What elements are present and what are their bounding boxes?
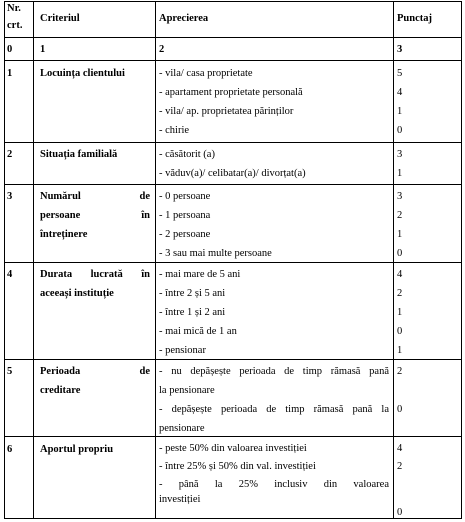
- index-cell: 3: [397, 44, 403, 55]
- option-text: [159, 265, 240, 360]
- option-line: - pensionar: [159, 345, 206, 356]
- column-divider: [393, 1, 394, 519]
- criterion-label: [40, 362, 150, 400]
- option-line: - vila/ ap. proprietatea părinților: [159, 106, 294, 117]
- option-line: - între 1 și 2 ani: [159, 307, 226, 318]
- option-line: - 2 persoane: [159, 229, 211, 240]
- option-line: - 1 persoana: [159, 210, 211, 221]
- header-criteriu: Criteriul: [40, 13, 80, 24]
- option-line: - văduv(a)/ celibatar(a)/ divorțat(a): [159, 168, 306, 179]
- score-line: 0: [397, 125, 403, 136]
- option-line: - peste 50% din valoarea investiției: [159, 443, 307, 454]
- index-cell: 0: [7, 44, 13, 55]
- option-text: [159, 145, 306, 183]
- row-number: 3: [7, 191, 13, 202]
- option-text: [159, 64, 303, 140]
- option-line: - până la 25% inclusiv din valoarea: [159, 479, 389, 490]
- score-line: 3: [397, 191, 403, 202]
- header-apreciere: Aprecierea: [159, 13, 209, 24]
- score-text: [397, 265, 402, 360]
- criterion-line: creditare: [40, 385, 81, 396]
- row-number: 4: [7, 269, 13, 280]
- score-text: [397, 362, 402, 419]
- criterion-line: întreținere: [40, 229, 88, 240]
- score-line: 4: [397, 269, 403, 280]
- option-line: - 3 sau mai multe persoane: [159, 248, 272, 259]
- option-line: - nu depășește perioada de timp rămasă pană: [159, 366, 389, 377]
- option-line: - între 2 și 5 ani: [159, 288, 226, 299]
- criterion-line: persoane în: [40, 210, 150, 221]
- criterion-label: Locuința clientului: [40, 68, 125, 79]
- option-line: - chirie: [159, 125, 190, 136]
- index-cell: 2: [159, 44, 165, 55]
- criterion-label: Situația familială: [40, 149, 118, 160]
- header-punctaj: Punctaj: [397, 13, 432, 24]
- score-text: [397, 64, 402, 140]
- option-line: - între 25% și 50% din val. investiției: [159, 461, 316, 472]
- header-nr-line: Nr.: [7, 3, 21, 14]
- score-line: 1: [397, 307, 403, 318]
- option-line: - apartament proprietate personală: [159, 87, 303, 98]
- score-line: 4: [397, 443, 403, 454]
- option-line: pensionare: [159, 423, 205, 434]
- score-line: 0: [397, 326, 403, 337]
- criterion-label: Aportul propriu: [40, 444, 114, 455]
- score-text: [397, 440, 402, 522]
- score-text: [397, 145, 402, 183]
- option-line: - vila/ casa proprietate: [159, 68, 253, 79]
- score-line: 1: [397, 345, 403, 356]
- criterion-label: [40, 187, 150, 244]
- header-nr: [7, 0, 22, 34]
- option-text: [159, 187, 272, 263]
- option-line: - mai mică de 1 an: [159, 326, 237, 337]
- score-line: 2: [397, 210, 403, 221]
- score-line: 0: [397, 507, 403, 518]
- row-number: 2: [7, 149, 13, 160]
- criterion-line: Perioada de: [40, 366, 150, 377]
- header-nr-line: crt.: [7, 20, 23, 31]
- option-text: [159, 440, 389, 506]
- score-line: 1: [397, 106, 403, 117]
- option-text: [159, 362, 389, 438]
- criterion-line: Numărul de: [40, 191, 150, 202]
- score-line: 4: [397, 87, 403, 98]
- score-line: 3: [397, 149, 403, 160]
- score-line: 0: [397, 248, 403, 259]
- criterion-line: Durata lucrată în: [40, 269, 150, 280]
- column-divider: [461, 1, 462, 519]
- criterion-line: aceeași instituție: [40, 288, 114, 299]
- option-line: - căsătorit (a): [159, 149, 215, 160]
- score-text: [397, 187, 402, 263]
- score-line: 2: [397, 288, 403, 299]
- criterion-label: [40, 265, 150, 303]
- column-divider: [155, 1, 156, 519]
- row-number: 6: [7, 444, 13, 455]
- row-number: 5: [7, 366, 13, 377]
- option-line: - 0 persoane: [159, 191, 211, 202]
- score-line: 0: [397, 404, 403, 415]
- score-line: 1: [397, 229, 403, 240]
- option-line: - depășește perioada de timp rămasă pană la: [159, 404, 389, 415]
- score-line: 2: [397, 366, 403, 377]
- score-line: 1: [397, 168, 403, 179]
- option-line: investiției: [159, 494, 201, 505]
- option-line: - mai mare de 5 ani: [159, 269, 241, 280]
- score-line: 5: [397, 68, 403, 79]
- index-cell: 1: [40, 44, 46, 55]
- column-divider: [4, 1, 5, 519]
- option-line: la pensionare: [159, 385, 215, 396]
- column-divider: [33, 1, 34, 519]
- score-line: 2: [397, 461, 403, 472]
- row-number: 1: [7, 68, 13, 79]
